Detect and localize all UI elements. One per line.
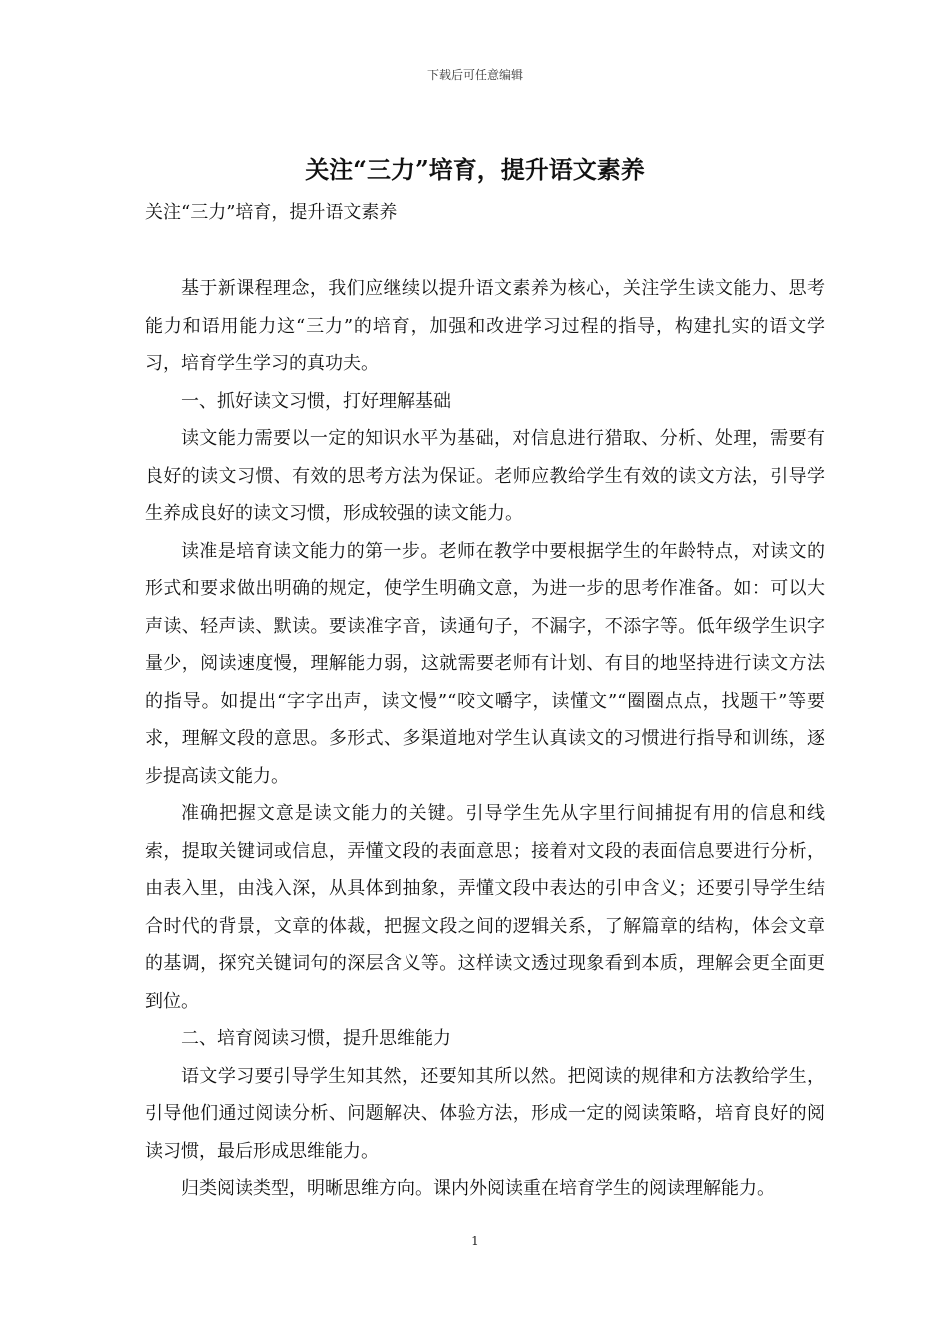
paragraph: 归类阅读类型，明晰思维方向。课内外阅读重在培育学生的阅读理解能力。: [181, 1178, 775, 1199]
page-number: 1: [471, 1234, 479, 1248]
paragraph: 读准是培育读文能力的第一步。老师在教学中要根据学生的年龄特点，对读文的形式和要求做出明确的规定，使学生明确文意，为进一步的思考作准备。如：可以大声读、轻声读、默读。要读准字音，读通句子，不漏字，不添字等。低年级学生识字量少，阅读速度慢，理解能力弱，这就需要老师有计划、有目的地坚持进行读文方法的指导。如提出“字字出声，读文慢”“咬文嚼字，读懂文”“圈圈点点，找题干”等要求，理解文段的意思。多形式、多渠道地对学生认真读文的习惯进行指导和训练，逐步提高读文能力。: [145, 540, 825, 787]
section-heading-2: 二、培育阅读习惯，提升思维能力: [181, 1028, 451, 1049]
paragraph-intro: 基于新课程理念，我们应继续以提升语文素养为核心，关注学生读文能力、思考能力和语用能力这“三力”的培育，加强和改进学习过程的指导，构建扎实的语文学习，培育学生学习的真功夫。: [145, 278, 825, 374]
paragraph: 语文学习要引导学生知其然，还要知其所以然。把阅读的规律和方法教给学生，引导他们通过阅读分析、问题解决、体验方法，形成一定的阅读策略，培育良好的阅读习惯，最后形成思维能力。: [145, 1065, 825, 1162]
section-heading-1: 一、抓好读文习惯，打好理解基础: [181, 390, 451, 412]
header-note: 下载后可任意编辑: [426, 68, 523, 82]
document-body: [145, 270, 825, 1208]
paragraph: 准确把握文意是读文能力的关键。引导学生先从字里行间捕捉有用的信息和线索，提取关键词或信息，弄懂文段的表面意思；接着对文段的表面信息要进行分析，由表入里，由浅入深，从具体到抽象，弄懂文段中表达的引申含义；还要引导学生结合时代的背景，文章的体裁，把握文段之间的逻辑关系，了解篇章的结构，体会文章的基调，探究关键词句的深层含义等。这样读文透过现象看到本质，理解会更全面更到位。: [145, 803, 825, 1012]
paragraph: 读文能力需要以一定的知识水平为基础，对信息进行猎取、分析、处理，需要有良好的读文习惯、有效的思考方法为保证。老师应教给学生有效的读文方法，引导学生养成良好的读文习惯，形成较强的读文能力。: [145, 428, 825, 524]
document-subtitle: 关注“三力”培育，提升语文素养: [145, 202, 398, 223]
document-title: 关注“三力”培育，提升语文素养: [305, 155, 645, 184]
